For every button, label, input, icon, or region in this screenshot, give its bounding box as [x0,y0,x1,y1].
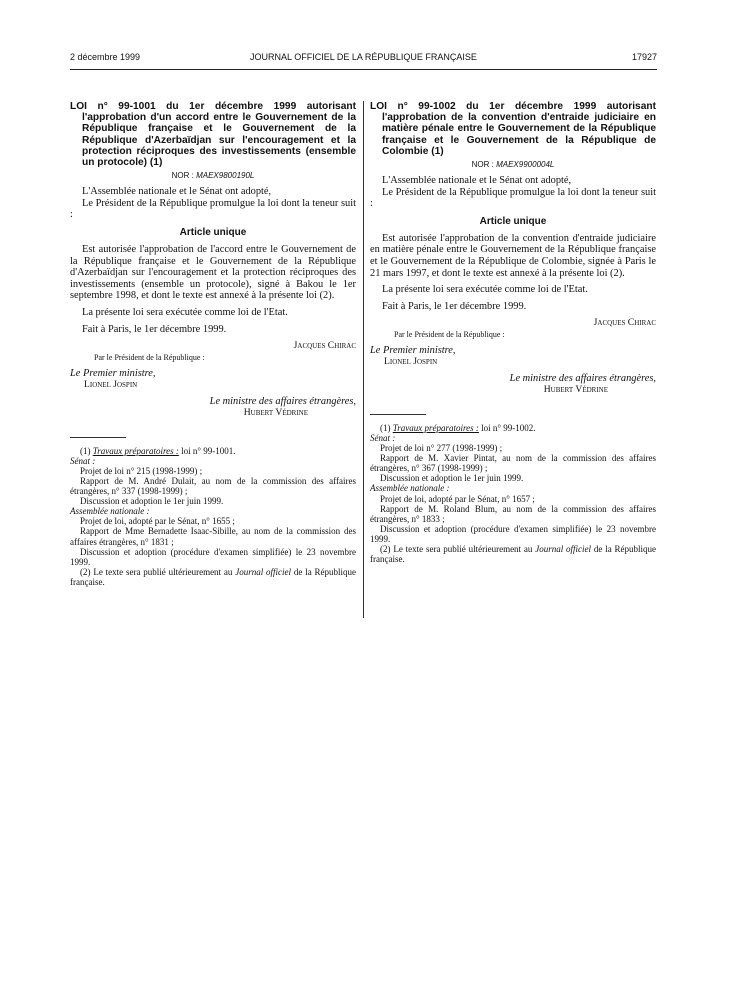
footnote-2-post: de la République française. [70,566,357,587]
prime-minister-title: Le Premier ministre, [70,367,156,379]
footnote-2 [370,544,656,564]
footnote-1 [70,446,356,456]
footnote-rule [70,437,126,438]
page-header [70,52,657,66]
assemblee-heading: Assemblée nationale : [370,483,450,494]
senat-item-1: Projet de loi n° 215 (1998-1999) ; [80,465,203,476]
execution-line: La présente loi sera exécutée comme loi de l'Etat. [382,284,588,296]
done-line: Fait à Paris, le 1er décembre 1999. [382,300,527,312]
travaux-preparatoires-label: Travaux préparatoires : [392,422,479,433]
footnote-2-journal: Journal officiel [535,543,592,554]
president-signature: Jacques Chirac [293,340,356,352]
adoption-line: L'Assemblée nationale et le Sénat ont adopté, [382,175,572,187]
footnote-rule [370,414,426,415]
footnote-number: (1) [380,422,391,433]
footnote-number: (1) [80,445,91,456]
header-page-number: 17927 [631,52,657,62]
senat-item-2: Rapport de M. Xavier Pintat, au nom de la commission des affaires étrangères, n° 367 (1998-1999) ; [370,453,656,474]
assemblee-item-1: Projet de loi, adopté par le Sénat, n° 1655 ; [80,516,235,527]
header-rule [70,69,657,70]
assemblee-item-1: Projet de loi, adopté par le Sénat, n° 1657 ; [380,493,535,504]
senat-heading: Sénat : [370,432,396,443]
assemblee-item-2: Rapport de M. Roland Blum, au nom de la commission des affaires étrangères, n° 1833 ; [370,503,656,524]
by-president-line: Par le Président de la République : [94,352,205,362]
minister-title: Le ministre des affaires étrangères, [509,372,656,384]
law-column-left [70,101,356,587]
promulgation-line: Le Président de la République promulgue la loi dont la teneur suit : [370,186,656,210]
nor-reference [370,160,656,169]
senat-heading: Sénat : [70,455,96,466]
assemblee-heading: Assemblée nationale : [70,506,150,517]
nor-code: MAEX9900004L [496,160,555,170]
promulgation-line: Le Président de la République promulgue la loi dont la teneur suit : [70,197,356,221]
nor-label: NOR : [471,160,494,170]
footnote-1 [370,423,656,433]
prime-minister-name: Lionel Jospin [384,356,438,368]
minister-name: Hubert Védrine [543,384,608,396]
assemblee-item-3: Discussion et adoption (procédure d'examen simplifiée) le 23 novembre 1999. [70,546,356,567]
footnote-2-journal: Journal officiel [235,566,292,577]
minister-name: Hubert Védrine [243,407,308,419]
footnote-2-pre: (2) Le texte sera publié ultérieurement au [380,543,533,554]
nor-code: MAEX9800190L [196,171,255,181]
article-text: Est autorisée l'approbation de la convention d'entraide judiciaire en matière pénale entre le Gouvernement de la République française et le Gouvernement de la République de Colombie, signée à Paris le 21 mars 1997, et dont le texte est annexé à la présente loi (2). [370,232,656,279]
execution-line: La présente loi sera exécutée comme loi de l'Etat. [82,306,288,318]
done-line: Fait à Paris, le 1er décembre 1999. [82,323,227,335]
nor-label: NOR : [171,171,194,181]
nor-reference [70,171,356,180]
footnote-2 [70,567,356,587]
footnote-law-ref: loi n° 99-1002. [481,422,536,433]
article-text: Est autorisée l'approbation de l'accord entre le Gouvernement de la République française et le Gouvernement de la République d'Azerbaïdjan sur l'encouragement et la protection réciproques des investissements (ensemble un protocole), signé à Bakou le 1er septembre 1998, et dont le texte est annexé à la présente loi (2). [70,244,356,302]
senat-item-3: Discussion et adoption le 1er juin 1999. [80,496,224,507]
president-signature: Jacques Chirac [593,317,656,329]
senat-item-1: Projet de loi n° 277 (1998-1999) ; [380,443,503,454]
assemblee-item-2: Rapport de Mme Bernadette Isaac-Sibille, au nom de la commission des affaires étrangères, n° 1831 ; [70,526,356,547]
article-heading: Article unique [479,215,547,227]
travaux-preparatoires-label: Travaux préparatoires : [92,445,179,456]
senat-item-2: Rapport de M. André Dulait, au nom de la commission des affaires étrangères, n° 337 (1998-1999) ; [70,475,356,497]
prime-minister-title: Le Premier ministre, [370,344,456,356]
prime-minister-name: Lionel Jospin [84,379,138,391]
law-title: LOI n° 99-1001 du 1er décembre 1999 autorisant l'approbation d'un accord entre le Gouvernement de la République française et le Gouvernement de la République d'Azerbaïdjan sur l'encouragement et la protection réciproques des investissements (ensemble un protocole) (1) [70,101,356,169]
assemblee-item-3: Discussion et adoption (procédure d'examen simplifiée) le 23 novembre 1999. [370,523,656,544]
by-president-line: Par le Président de la République : [394,329,505,339]
law-title: LOI n° 99-1002 du 1er décembre 1999 autorisant l'approbation de la convention d'entraide judiciaire en matière pénale entre le Gouvernement de la République française et le Gouvernement de la République de Colombie (1) [370,101,656,157]
column-divider [363,101,364,618]
footnote-2-post: de la République française. [370,543,657,565]
header-date: 2 décembre 1999 [70,52,141,62]
footnote-2-pre: (2) Le texte sera publié ultérieurement au [80,566,233,577]
adoption-line: L'Assemblée nationale et le Sénat ont adopté, [82,186,272,198]
senat-item-3: Discussion et adoption le 1er juin 1999. [380,473,524,484]
footnote-law-ref: loi n° 99-1001. [181,445,236,456]
law-column-right [370,101,656,564]
article-heading: Article unique [179,227,247,238]
minister-title: Le ministre des affaires étrangères, [209,395,356,407]
header-journal-title: JOURNAL OFFICIEL DE LA RÉPUBLIQUE FRANÇAISE [250,52,477,62]
